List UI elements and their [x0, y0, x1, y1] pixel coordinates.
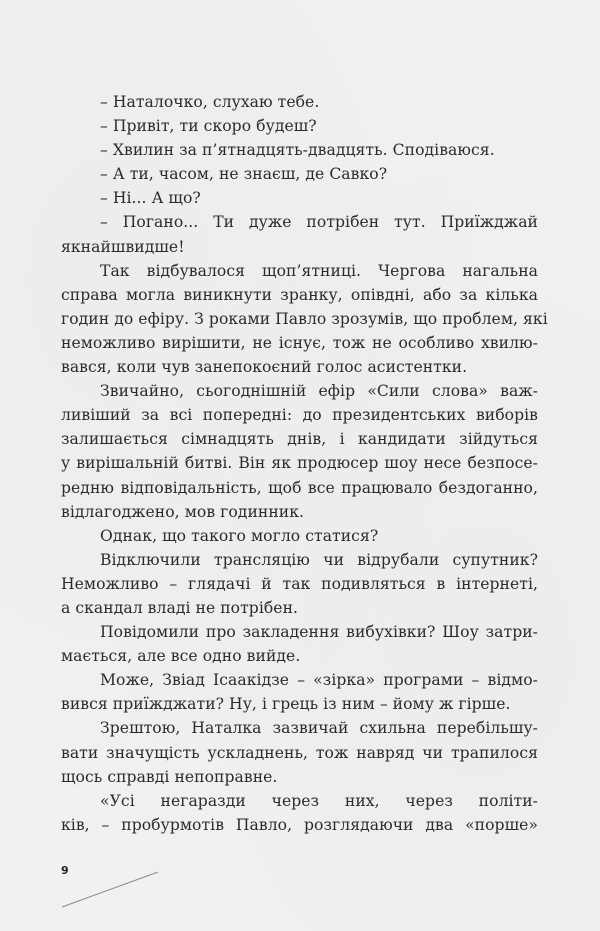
text-line: Може, Звіад Ісаакідзе – «зірка» програми – відмо- [100, 671, 538, 690]
text-line: Повідомили про закладення вибухівки? Шоу затри- [100, 623, 538, 642]
text-line: ків, – пробурмотів Павло, розглядаючи два «порше» [61, 815, 538, 834]
text-line: вати значущість ускладнень, тож навряд чи трапилося [61, 743, 538, 762]
text-line: Звичайно, сьогоднішній ефір «Сили слова» важ- [100, 382, 538, 401]
text-line: якнайшвидше! [61, 237, 185, 256]
text-line: Неможливо – глядачі й так подивляться в інтернеті, [61, 574, 538, 593]
text-line: щось справді непоправне. [61, 767, 278, 786]
text-line: мається, але все одно вийде. [61, 647, 301, 666]
text-line: Однак, що такого могло статися? [100, 526, 379, 545]
page-number: 9 [61, 864, 69, 877]
text-line: – Погано... Ти дуже потрібен тут. Приїжджай [100, 213, 538, 232]
book-page-text [61, 90, 548, 837]
text-line: ливіший за всі попередні: до президентських виборів [61, 406, 538, 425]
text-line: – А ти, часом, не знаєш, де Савко? [100, 165, 388, 184]
decorative-page-rule [60, 870, 170, 912]
text-line: – Привіт, ти скоро будеш? [100, 117, 317, 136]
text-line: у вирішальній битві. Він як продюсер шоу несе безпосе- [61, 454, 538, 473]
text-line: вився приїжджати? Ну, і грець із ним – йому ж гірше. [61, 695, 511, 714]
text-line: вався, коли чув занепокоєний голос асистентки. [61, 358, 468, 377]
text-line: «Усі негаразди через них, через політи- [100, 791, 538, 810]
text-line: а скандал владі не потрібен. [61, 598, 299, 617]
text-line: – Наталочко, слухаю тебе. [100, 93, 320, 111]
text-line: – Ні... А що? [100, 189, 201, 208]
text-line: відлагоджено, мов годинник. [61, 502, 305, 521]
text-line: Відключили трансляцію чи відрубали супутник? [100, 550, 538, 569]
text-line: Зрештою, Наталка зазвичай схильна перебільшу- [100, 719, 538, 738]
text-line: Так відбувалося щоп’ятниці. Чергова нагальна [100, 261, 538, 280]
text-line: – Хвилин за п’ятнадцять-двадцять. Сподіваюся. [100, 141, 495, 160]
text-line: годин до ефіру. З роками Павло зрозумів, що проблем, які [61, 309, 548, 328]
text-line: редню відповідальність, щоб все працювало бездоганно, [61, 478, 538, 497]
text-line: залишається сімнадцять днів, і кандидати зійдуться [61, 430, 538, 449]
text-line: неможливо вирішити, не існує, тож не особливо хвилю- [61, 333, 538, 352]
text-line: справа могла виникнути зранку, опівдні, або за кілька [61, 285, 538, 304]
